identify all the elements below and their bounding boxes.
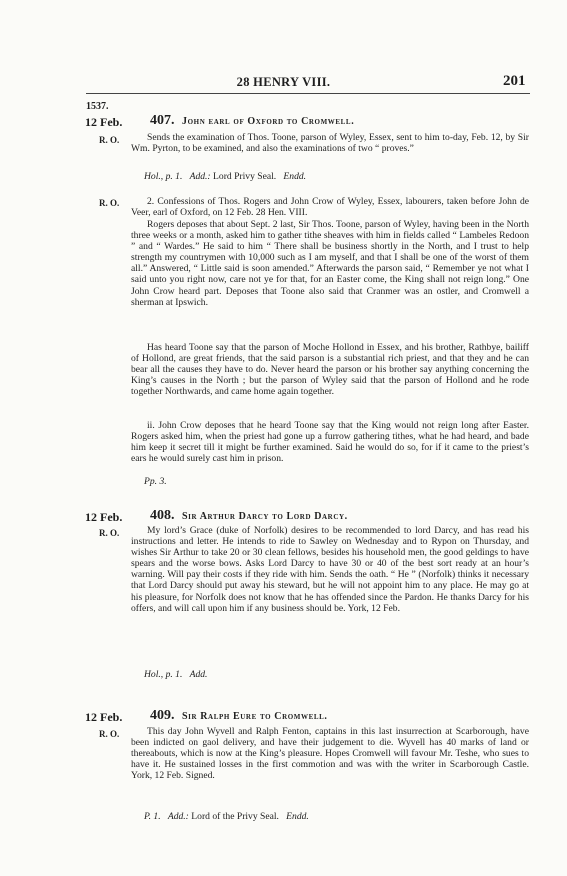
entry-407-2-paragraph-1: 2. Confessions of Thos. Rogers and John Crow of Wyley, Essex, labourers, taken before John de Veer, earl of Oxford, on 12 Feb. 28 Hen. VIII. [131,196,529,219]
page-number: 201 [503,73,526,89]
entry-407-2-paragraph-4: ii. John Crow deposes that he heard Toone say that the King would not reign long after Easter. Rogers asked him, when the priest had gone up a furrow gathering tithes, what he had heard, and bade him keep it secret till it might be further examined. Said he would do so, for if it came to the priest’s ears he would surely cast him in prison. [131,420,529,465]
entry-407-number: 407. [150,113,175,128]
header-rule [86,93,530,94]
entry-408-title: Sir Arthur Darcy to Lord Darcy. [182,511,348,522]
entry-407-2-source: R. O. [99,198,120,208]
entry-408-source: R. O. [99,528,120,538]
size-note: Hol., p. 1. [144,669,183,680]
endorsed-note: Endd. [283,171,307,182]
address-label: Add.: [189,171,211,182]
entry-407-source: R. O. [99,135,120,145]
address-text: Lord Privy Seal. [213,171,277,182]
running-title: 28 HENRY VIII. [236,75,331,89]
entry-407-2-paragraph-2: Rogers deposes that about Sept. 2 last, Sir Thos. Toone, parson of Wyley, having been in the North three weeks or a month, asked him to gather tithe sheaves with him in fields called “ Lambeles Redoon ” and “ Wardes.” He said to him “ There shall be business shortly in the North, and I trust to help strength my countrymen with 10,000 such as I am myself, and that I shall be one of the worst of them all.” Answered, “ Little said is soon amended.” Afterwards the parson said, “ Remember ye not what I said unto you right now, care not ye for that, for an Easter come, the King shall not reign long.” One John Crow heard part. Deposes that Toone also said that Cranmer was an ostler, and Cromwell a sherman at Ipswich. [131,219,529,308]
size-note: Hol., p. 1. [144,171,183,182]
pages-note: Pp. 3. [144,476,167,487]
entry-408-footnote [144,669,207,680]
entry-407-2-footnote [144,476,167,487]
entry-407-2-paragraph-3: Has heard Toone say that the parson of Moche Hollond in Essex, and his brother, Rathbye, bailiff of Hollond, are great friends, that the said parson is a substantial rich priest, and that they and he can bear all the causes they have to do. Never heard the parson or his brother say anything concerning the King’s causes in the North ; but the parson of Wyley said that the parson of Hollond and he rode together Northwards, and came home again together. [131,342,529,398]
size-note: P. 1. [144,811,161,822]
entry-408-paragraph-1: My lord’s Grace (duke of Norfolk) desires to be recommended to lord Darcy, and has read his instructions and letter. He intends to ride to Sawley on Wednesday and to Rypon on Thursday, and wishes Sir Arthur to take 20 or 30 clean fellows, besides his household men, the good geldings to have spears and the worse bows. Asks Lord Darcy to have 30 or 40 of the best sort ready at an hour’s warning. Will pay their costs if they ride with him. Sends the oath. “ He ” (Norfolk) thinks it necessary that Lord Darcy should put away his steward, but he will not appoint him to any place. He may go at his pleasure, for Norfolk does not know that he has offended since the Pardon. He thanks Darcy for his offers, and will call upon him if any business should be. York, 12 Feb. [131,525,529,614]
address-text: Lord of the Privy Seal. [191,811,279,822]
entry-409-source: R. O. [99,729,120,739]
entry-407-footnote [144,171,306,182]
entry-408-number: 408. [150,508,175,523]
entry-408-date: 12 Feb. [85,510,123,524]
address-label: Add.: [167,811,189,822]
entry-409-number: 409. [150,708,175,723]
entry-409-title: Sir Ralph Eure to Cromwell. [182,711,328,722]
endorsed-note: Endd. [286,811,309,822]
entry-407-title: John earl of Oxford to Cromwell. [182,116,355,127]
entry-407-paragraph-1: Sends the examination of Thos. Toone, parson of Wyley, Essex, sent to him to-day, Feb. 12, by Sir Wm. Pyrton, to be examined, and also the examinations of two “ proves.” [131,132,529,155]
year-label: 1537. [86,101,109,112]
entry-409-paragraph-1: This day John Wyvell and Ralph Fenton, captains in this last insurrection at Scarborough, have been indicted on gaol delivery, and have their judgement to die. Wyvell has 40 marks of land or thereabouts, which is now at the King’s pleasure. Hopes Cromwell will favour Mr. Teshe, who sues to have it. He sustained losses in the first commotion and was with the writer in Scarborough Castle. York, 12 Feb. Signed. [131,726,529,782]
address-label: Add. [189,669,208,680]
entry-409-footnote [144,811,309,822]
entry-409-date: 12 Feb. [85,710,123,724]
entry-407-date: 12 Feb. [85,115,123,129]
